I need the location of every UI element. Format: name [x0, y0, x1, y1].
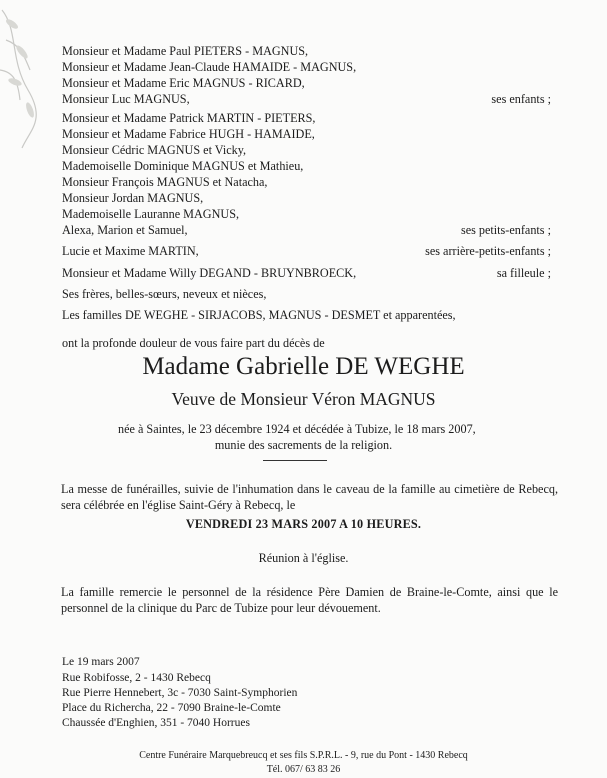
goddaughter-role: sa filleule ; — [496, 266, 551, 280]
deceased-name: Madame Gabrielle DE WEGHE — [142, 353, 465, 380]
footer-phone: Tél. 067/ 63 83 26 — [266, 764, 341, 775]
separator-rule — [263, 460, 327, 461]
grandchild-line: Mademoiselle Lauranne MAGNUS, — [62, 207, 240, 221]
birth-death-line: née à Saintes, le 23 décembre 1924 et décédée à Tubize, le 18 mars 2007, — [118, 422, 476, 436]
grandchild-line: Mademoiselle Dominique MAGNUS et Mathieu, — [62, 159, 304, 173]
grandchild-line: Monsieur et Madame Patrick MARTIN - PIETERS, — [62, 111, 316, 125]
floral-ornament-icon — [0, 0, 60, 150]
thanks-text: La famille remercie le personnel de la résidence Père Damien de Braine-le-Comte, ainsi que le personnel de la clinique du Parc de Tubize pour leur dévouement. — [61, 585, 558, 615]
footer-company: Centre Funéraire Marquebreucq et ses fils S.P.R.L. - 9, rue du Pont - 1430 Rebecq — [139, 750, 468, 761]
grandchild-line: Monsieur François MAGNUS et Natacha, — [62, 175, 268, 189]
children-role: ses enfants ; — [491, 92, 551, 106]
child-line: Monsieur et Madame Jean-Claude HAMAIDE - MAGNUS, — [62, 60, 357, 74]
address-line: Rue Pierre Hennebert, 3c - 7030 Saint-Symphorien — [62, 687, 298, 699]
funeral-text: La messe de funérailles, suivie de l'inhumation dans le caveau de la famille au cimetière de Rebecq, sera célébrée en l'église Saint-Géry à Rebecq, le — [61, 482, 558, 512]
grandchild-line: Alexa, Marion et Samuel, — [62, 223, 188, 237]
great-grandchildren-line: Lucie et Maxime MARTIN, — [62, 244, 199, 258]
funeral-date: VENDREDI 23 MARS 2007 A 10 HEURES. — [185, 517, 422, 531]
grandchild-line: Monsieur Jordan MAGNUS, — [62, 191, 204, 205]
grandchild-line: Monsieur et Madame Fabrice HUGH - HAMAIDE, — [62, 127, 315, 141]
goddaughter-line: Monsieur et Madame Willy DEGAND - BRUYNBROECK, — [62, 266, 357, 280]
child-line: Monsieur et Madame Eric MAGNUS - RICARD, — [62, 76, 305, 90]
families-line: Les familles DE WEGHE - SIRJACOBS, MAGNUS - DESMET et apparentées, — [62, 308, 456, 322]
reunion-line: Réunion à l'église. — [258, 551, 349, 565]
date-written: Le 19 mars 2007 — [62, 656, 140, 668]
widow-of: Veuve de Monsieur Véron MAGNUS — [171, 389, 436, 409]
great-grandchildren-role: ses arrière-petits-enfants ; — [425, 244, 551, 258]
child-line: Monsieur et Madame Paul PIETERS - MAGNUS, — [62, 44, 309, 58]
grandchild-line: Monsieur Cédric MAGNUS et Vicky, — [62, 143, 247, 157]
announcement: ont la profonde douleur de vous faire part du décès de — [62, 336, 325, 350]
address-line: Rue Robifosse, 2 - 1430 Rebecq — [62, 672, 211, 684]
sacraments-line: munie des sacrements de la religion. — [214, 438, 393, 452]
siblings-line: Ses frères, belles-sœurs, neveux et nièces, — [62, 287, 267, 301]
child-line: Monsieur Luc MAGNUS, — [62, 92, 190, 106]
address-line: Chaussée d'Enghien, 351 - 7040 Horrues — [62, 717, 250, 729]
grandchildren-role: ses petits-enfants ; — [460, 223, 551, 237]
address-line: Place du Richercha, 22 - 7090 Braine-le-Comte — [62, 702, 281, 714]
